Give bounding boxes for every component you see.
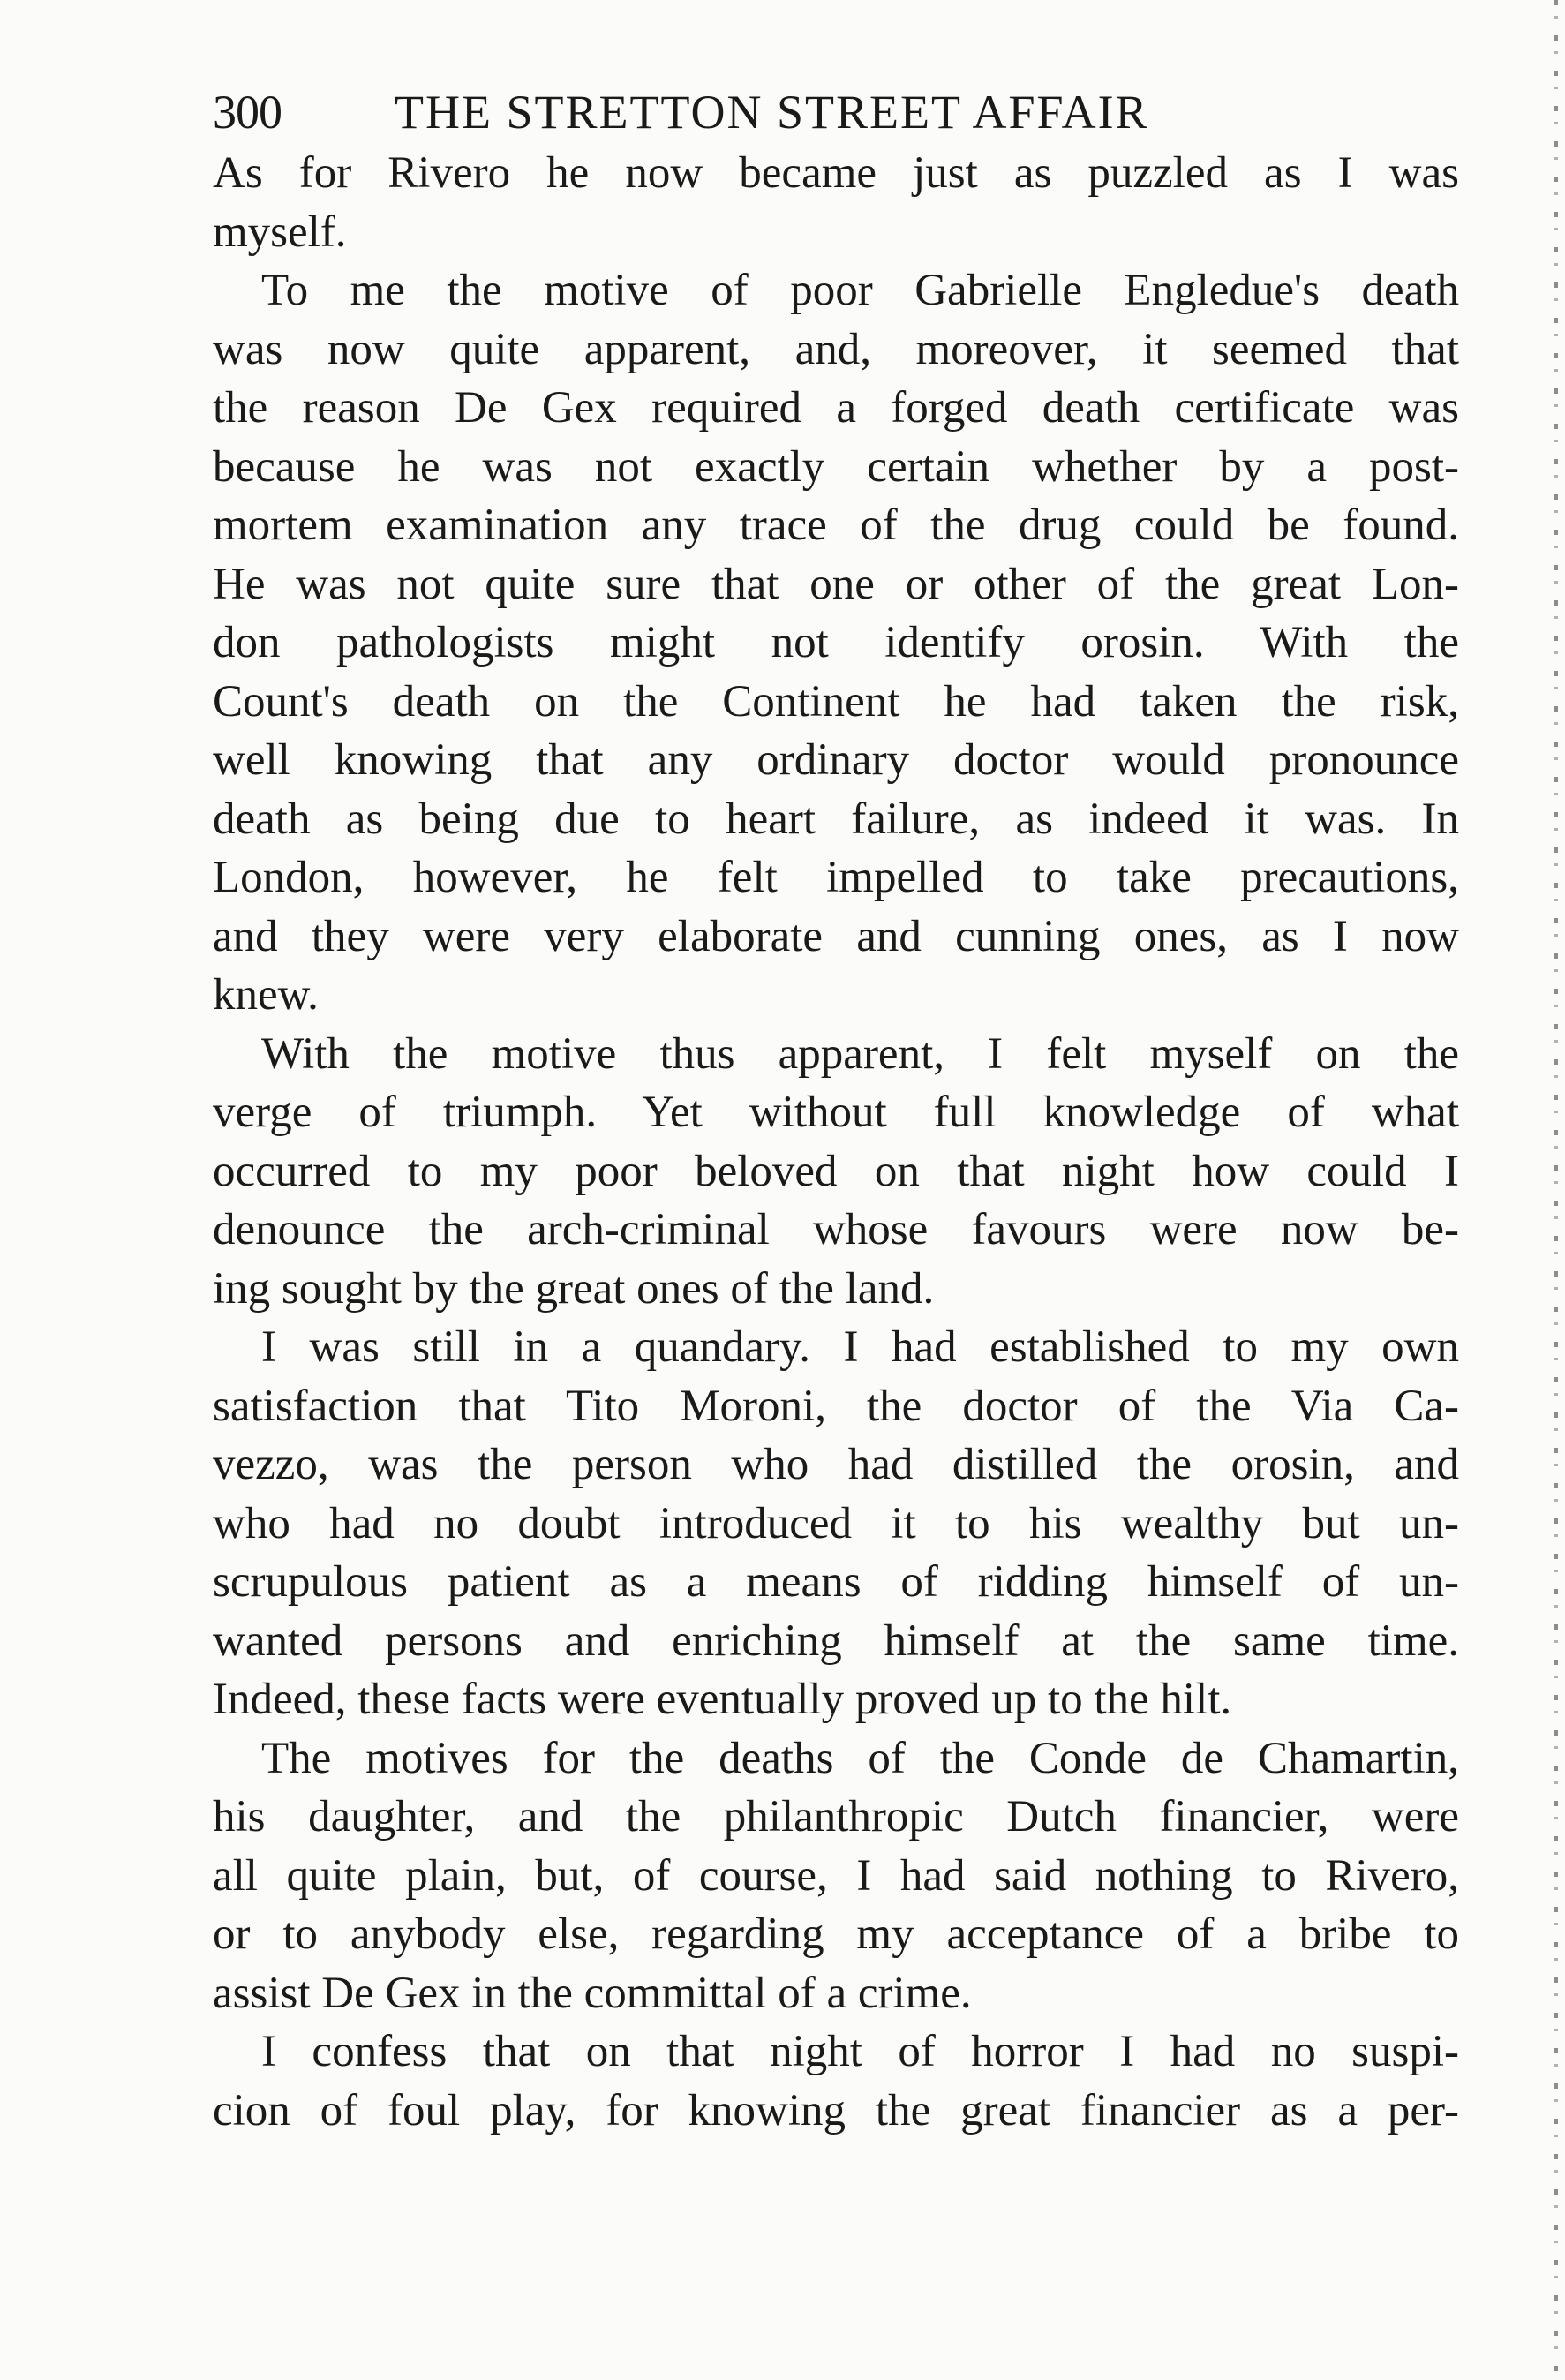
- text-line: or to anybody else, regarding my acceptance of a bribe to: [213, 1909, 1459, 1959]
- text-line: death as being due to heart failure, as indeed it was. In: [213, 794, 1459, 844]
- text-line: who had no doubt introduced it to his wealthy but un-: [213, 1498, 1459, 1548]
- text-line: the reason De Gex required a forged death certificate was: [213, 383, 1459, 433]
- text-line: well knowing that any ordinary doctor would pronounce: [213, 735, 1459, 785]
- running-head: THE STRETTON STREET AFFAIR: [395, 86, 1149, 139]
- scan-edge-mark: [1554, 0, 1558, 2380]
- text-line: satisfaction that Tito Moroni, the doctor of the Via Ca-: [213, 1381, 1459, 1431]
- text-line: cion of foul play, for knowing the great financier as a per-: [213, 2085, 1459, 2135]
- text-line: London, however, he felt impelled to take precautions,: [213, 853, 1459, 902]
- text-line: vezzo, was the person who had distilled the orosin, and: [213, 1440, 1459, 1489]
- text-line: With the motive thus apparent, I felt myself on the: [261, 1028, 1459, 1079]
- text-line: wanted persons and enriching himself at the same time.: [213, 1616, 1459, 1666]
- text-line: He was not quite sure that one or other of the great Lon-: [213, 559, 1459, 609]
- text-line: ing sought by the great ones of the land.: [213, 1263, 935, 1314]
- text-line: To me the motive of poor Gabrielle Engledue's death: [261, 266, 1459, 315]
- text-line: denounce the arch-criminal whose favours were now be-: [213, 1205, 1459, 1254]
- text-line: occurred to my poor beloved on that night how could I: [213, 1146, 1459, 1196]
- text-line: Count's death on the Continent he had taken the risk,: [213, 676, 1459, 727]
- text-line: myself.: [213, 207, 347, 257]
- text-line: and they were very elaborate and cunning ones, as I now: [213, 911, 1459, 961]
- text-line: I confess that on that night of horror I had no suspi-: [261, 2027, 1459, 2076]
- text-line: was now quite apparent, and, moreover, it seemed that: [213, 324, 1459, 374]
- text-line: scrupulous patient as a means of ridding himself of un-: [213, 1557, 1459, 1607]
- text-line: because he was not exactly certain whether by a post-: [213, 441, 1459, 492]
- text-line: Indeed, these facts were eventually proved up to the hilt.: [213, 1675, 1232, 1724]
- text-line: knew.: [213, 970, 319, 1020]
- text-line: his daughter, and the philanthropic Dutch financier, were: [213, 1792, 1459, 1841]
- text-line: I was still in a quandary. I had established to my own: [261, 1322, 1459, 1372]
- text-line: all quite plain, but, of course, I had said nothing to Rivero,: [213, 1850, 1459, 1901]
- text-line: assist De Gex in the committal of a crime.: [213, 1968, 972, 2018]
- text-line: The motives for the deaths of the Conde de Chamartin,: [261, 1733, 1459, 1783]
- text-line: don pathologists might not identify orosin. With the: [213, 618, 1459, 667]
- text-line: mortem examination any trace of the drug could be found.: [213, 501, 1459, 550]
- text-line: As for Rivero he now became just as puzzled as I was: [213, 148, 1459, 198]
- page-number: 300: [213, 86, 282, 139]
- text-line: verge of triumph. Yet without full knowledge of what: [213, 1088, 1459, 1137]
